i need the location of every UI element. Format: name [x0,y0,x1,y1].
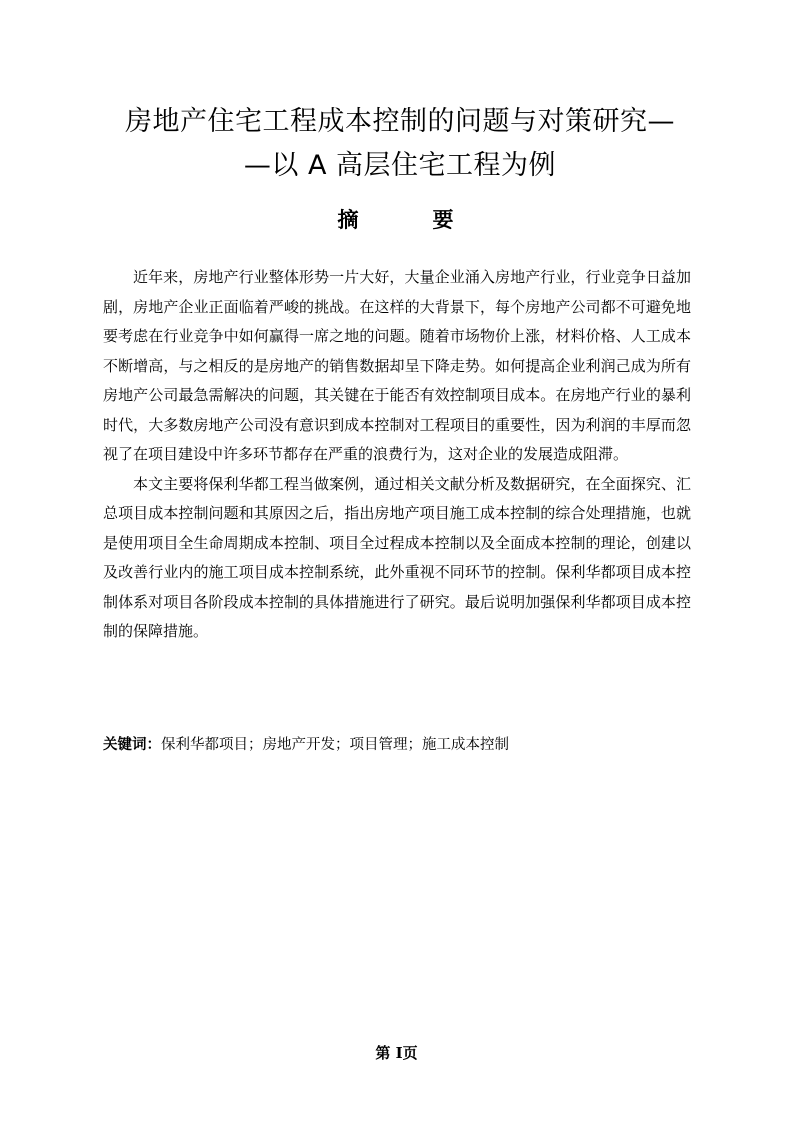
keywords-text: 保利华都项目；房地产开发；项目管理；施工成本控制 [161,737,509,753]
abstract-heading-right: 要 [432,208,456,232]
document-title [95,100,705,188]
keywords-line [103,733,691,757]
abstract-body [103,263,691,647]
abstract-paragraph-2: 本文主要将保利华都工程当做案例，通过相关文献分析及数据研究，在全面探究、汇总项目成本控制问题和其原因之后，指出房地产项目施工成本控制的综合处理措施，也就是使用项目全生命周期成本控制、项目全过程成本控制以及全面成本控制的理论，创建以及改善行业内的施工项目成本控制系统，此外重视不同环节的控制。保利华都项目成本控制体系对项目各阶段成本控制的具体措施进行了研究。最后说明加强保利华都项目成本控制的保障措施。 [103,474,691,640]
keywords-label: 关键词： [103,737,161,753]
abstract-heading [0,205,793,235]
abstract-heading-left: 摘 [337,208,361,232]
title-line-1: 房地产住宅工程成本控制的问题与对策研究— [125,106,675,137]
page-number: 第 I页 [375,1044,418,1062]
abstract-paragraph-1: 近年来，房地产行业整体形势一片大好，大量企业涌入房地产行业，行业竞争日益加剧，房地产企业正面临着严峻的挑战。在这样的大背景下，每个房地产公司都不可避免地要考虑在行业竞争中如何赢得一席之地的问题。随着市场物价上涨，材料价格、人工成本不断增高，与之相反的是房地产的销售数据却呈下降走势。如何提高企业利润己成为所有房地产公司最急需解决的问题，其关键在于能否有效控制项目成本。在房地产行业的暴利时代，大多数房地产公司没有意识到成本控制对工程项目的重要性，因为利润的丰厚而忽视了在项目建设中许多环节都存在严重的浪费行为，这对企业的发展造成阻滞。 [103,268,691,463]
title-line-2: —以 A 高层住宅工程为例 [243,150,557,181]
